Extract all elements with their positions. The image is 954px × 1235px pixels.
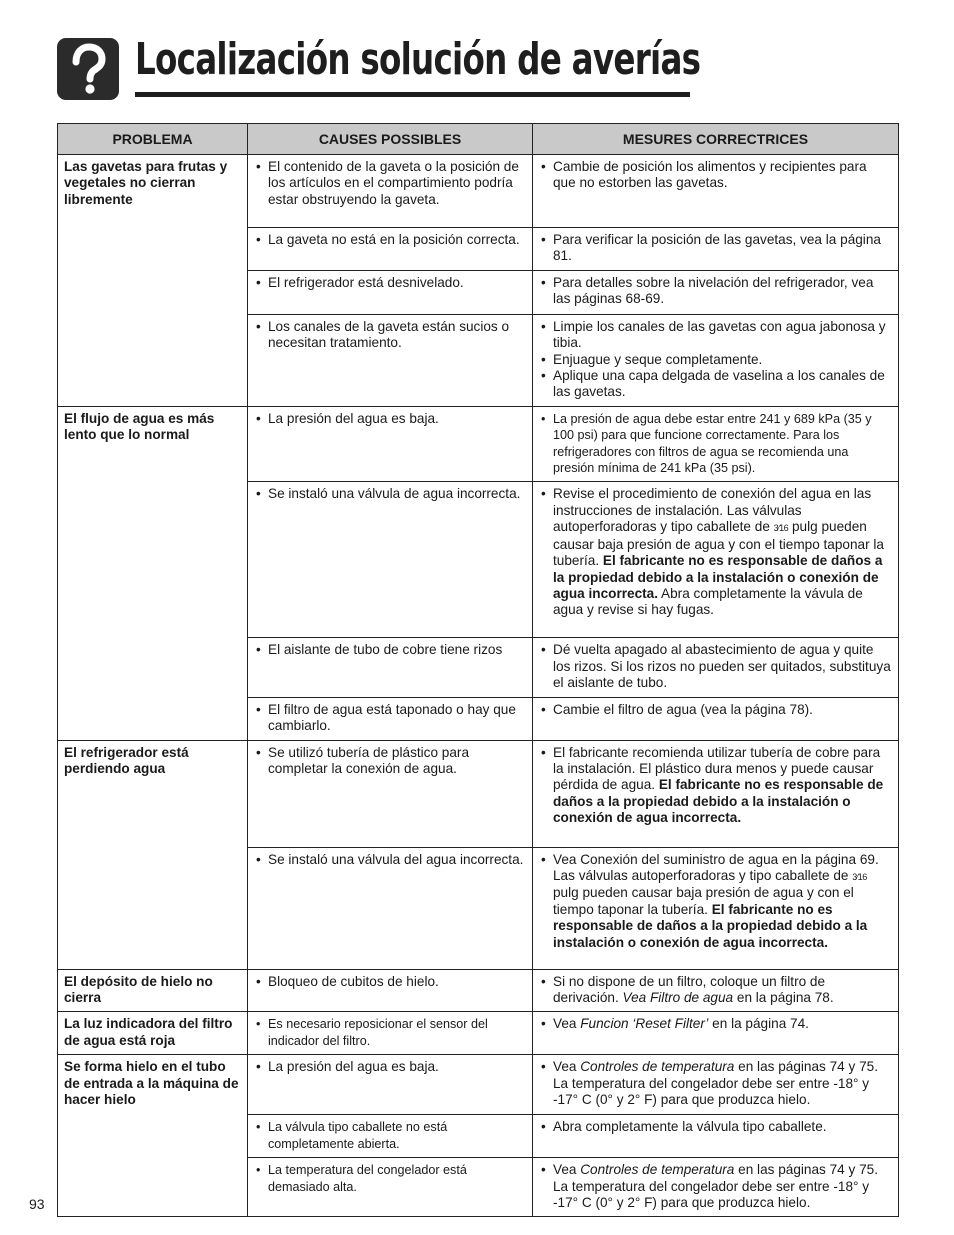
fix-text: Vea: [553, 1059, 581, 1075]
fix-item: • Enjuague y seque completamente.: [539, 352, 892, 368]
fix-cell: [533, 1012, 899, 1055]
problem-cell-continued: [58, 638, 248, 697]
fix-cell: [533, 847, 899, 969]
problem-cell: Se forma hielo en el tubo de entrada a la máquina de hacer hielo: [58, 1055, 248, 1115]
fix-item: • Cambie de posición los alimentos y recipientes para que no estorben las gavetas.: [539, 159, 892, 192]
cause-cell: [248, 638, 533, 697]
problem-cell-continued: [58, 482, 248, 638]
fix-text: Revise el procedimiento de conexión del agua en las instrucciones de instalación. Las válvulas autoperforadoras y tipo caballete de: [553, 486, 872, 535]
fix-cell: [533, 270, 899, 314]
fraction: 3⁄16: [852, 871, 867, 882]
fix-cell: [533, 1055, 899, 1115]
fix-reference: Controles de temperatura: [580, 1059, 735, 1075]
cause-cell: [248, 1158, 533, 1217]
troubleshooting-table: [57, 123, 899, 1217]
problem-cell: El depósito de hielo no cierra: [58, 969, 248, 1012]
column-header-cause: CAUSES POSSIBLES: [248, 124, 533, 155]
cause-item: • El contenido de la gaveta o la posición de los artículos en el compartimiento podría estar obstruyendo la gaveta.: [254, 159, 526, 208]
cause-item: • El aislante de tubo de cobre tiene rizos: [254, 642, 526, 658]
table-row: [58, 155, 899, 228]
cause-cell: [248, 1012, 533, 1055]
cause-item: • Es necesario reposicionar el sensor del indicador del filtro.: [254, 1016, 526, 1049]
table-row: [58, 638, 899, 697]
problem-cell-continued: [58, 314, 248, 406]
fix-text: en la página 74.: [708, 1016, 809, 1032]
fix-reference: Vea Filtro de agua: [622, 989, 734, 1005]
problem-cell: El refrigerador está perdiendo agua: [58, 740, 248, 847]
title-underline: [135, 92, 690, 97]
fix-cell: [533, 638, 899, 697]
problem-cell-continued: [58, 228, 248, 271]
cause-item: • El filtro de agua está taponado o hay que cambiarlo.: [254, 702, 526, 735]
fix-item: [539, 486, 892, 618]
table-row: [58, 1012, 899, 1055]
problem-cell-continued: [58, 847, 248, 969]
table-row: [58, 482, 899, 638]
fix-warning: El fabricante no es responsable de daños a la propiedad debido a la instalación o conexión de agua incorrecta.: [553, 777, 884, 826]
fix-reference: Funcion ‘Reset Filter’: [580, 1016, 709, 1032]
cause-cell: [248, 406, 533, 482]
fix-text: El fabricante recomienda utilizar tubería de cobre para la instalación. El plástico dura menos y puede causar pérdida de agua.: [553, 744, 881, 793]
fix-reference: Controles de temperatura: [580, 1162, 735, 1178]
problem-cell-continued: [58, 270, 248, 314]
table-row: [58, 1115, 899, 1158]
fix-cell: [533, 697, 899, 740]
fix-cell: [533, 155, 899, 228]
table-row: [58, 1055, 899, 1115]
fix-item: • Limpie los canales de las gavetas con agua jabonosa y tibia.: [539, 319, 892, 352]
fix-item: • Cambie el filtro de agua (vea la página 78).: [539, 702, 892, 718]
fix-cell: [533, 1158, 899, 1217]
cause-cell: [248, 270, 533, 314]
fix-item: [539, 745, 892, 827]
cause-cell: [248, 697, 533, 740]
fix-item: [539, 974, 892, 1007]
cause-cell: [248, 314, 533, 406]
cause-item: • La temperatura del congelador está demasiado alta.: [254, 1162, 526, 1195]
problem-cell: Las gavetas para frutas y vegetales no cierran libremente: [58, 155, 248, 228]
cause-item: • Los canales de la gaveta están sucios o necesitan tratamiento.: [254, 319, 526, 352]
table-row: [58, 847, 899, 969]
fix-cell: [533, 740, 899, 847]
fix-item: • Abra completamente la válvula tipo caballete.: [539, 1119, 892, 1135]
fix-item: [539, 852, 892, 951]
fix-cell: [533, 1115, 899, 1158]
cause-item: • Se utilizó tubería de plástico para completar la conexión de agua.: [254, 745, 526, 778]
table-row: [58, 697, 899, 740]
page-number: 93: [29, 1196, 45, 1212]
question-mark-icon: [57, 38, 119, 100]
problem-cell: El flujo de agua es más lento que lo normal: [58, 406, 248, 482]
fix-text: Vea Conexión del suministro de agua en la página 69. Las válvulas autoperforadoras y tipo caballete de: [553, 851, 879, 883]
fix-item: • Para detalles sobre la nivelación del refrigerador, vea las páginas 68-69.: [539, 275, 892, 308]
fraction: 3⁄16: [773, 523, 789, 534]
table-row: [58, 406, 899, 482]
fix-text: Abra completamente la vávula de agua y revise si hay fugas.: [553, 585, 863, 618]
cause-cell: [248, 969, 533, 1012]
fix-item: • Dé vuelta apagado al abastecimiento de agua y quite los rizos. Si los rizos no pueden ser quitados, substituya el aislante de tubo.: [539, 642, 892, 691]
cause-cell: [248, 155, 533, 228]
cause-item: • La gaveta no está en la posición correcta.: [254, 232, 526, 248]
fix-cell: [533, 228, 899, 271]
fix-text: en las páginas 74 y 75. La temperatura del congelador debe ser entre -18° y -17° C (0° y 2° F) para que produzca hielo.: [553, 1162, 878, 1210]
table-row: [58, 740, 899, 847]
problem-cell: La luz indicadora del filtro de agua está roja: [58, 1012, 248, 1055]
cause-cell: [248, 482, 533, 638]
cause-cell: [248, 847, 533, 969]
table-row: [58, 314, 899, 406]
cause-item: • La presión del agua es baja.: [254, 1059, 526, 1075]
cause-cell: [248, 740, 533, 847]
fix-item: • La presión de agua debe estar entre 241 y 689 kPa (35 y 100 psi) para que funcione correctamente. Para los refrigeradores con filtros de agua se recomienda una presión mínima de 241 kPa (35 psi).: [539, 411, 892, 477]
cause-cell: [248, 228, 533, 271]
cause-item: • Se instaló una válvula del agua incorrecta.: [254, 852, 526, 868]
cause-cell: [248, 1115, 533, 1158]
table-header-row: [58, 124, 899, 155]
cause-item: • Bloqueo de cubitos de hielo.: [254, 974, 526, 990]
cause-cell: [248, 1055, 533, 1115]
fix-text: en las páginas 74 y 75. La temperatura del congelador debe ser entre -18° y -17° C (0° y 2° F) para que produzca hielo.: [553, 1059, 878, 1108]
problem-cell-continued: [58, 1115, 248, 1158]
page-header: [57, 34, 701, 102]
table-row: [58, 270, 899, 314]
fix-text: Vea: [553, 1016, 581, 1032]
cause-item: • El refrigerador está desnivelado.: [254, 275, 526, 291]
fix-item: [539, 1059, 892, 1108]
fix-text: pulg pueden causar baja presión de agua y con el tiempo taponar la tubería.: [553, 885, 854, 917]
fix-text: Si no dispone de un filtro, coloque un filtro de derivación.: [553, 973, 826, 1005]
fix-item: • Para verificar la posición de las gavetas, vea la página 81.: [539, 232, 892, 265]
table-row: [58, 969, 899, 1012]
table-row: [58, 228, 899, 271]
fix-text: pulg pueden causar baja presión de agua y con el tiempo taponar la tubería.: [553, 519, 884, 569]
fix-item: [539, 1016, 892, 1032]
cause-item: • La presión del agua es baja.: [254, 411, 526, 427]
cause-item: • Se instaló una válvula de agua incorrecta.: [254, 486, 526, 502]
cause-item: • La válvula tipo caballete no está completamente abierta.: [254, 1119, 526, 1152]
fix-item: [539, 1162, 892, 1211]
problem-cell-continued: [58, 1158, 248, 1217]
fix-cell: [533, 482, 899, 638]
fix-text: en la página 78.: [733, 989, 834, 1005]
problem-cell-continued: [58, 697, 248, 740]
fix-cell: [533, 406, 899, 482]
table-row: [58, 1158, 899, 1217]
fix-warning: El fabricante no es responsable de daños a la propiedad debido a la instalación o conexión de agua incorrecta.: [553, 901, 868, 950]
fix-cell: [533, 969, 899, 1012]
page-title: Localización solución de averías: [135, 34, 701, 85]
fix-warning: El fabricante no es responsable de daños a la propiedad debido a la instalación o conexión de agua incorrecta.: [553, 553, 883, 601]
fix-text: Vea: [553, 1162, 581, 1178]
fix-item: • Aplique una capa delgada de vaselina a los canales de las gavetas.: [539, 368, 892, 401]
column-header-fix: MESURES CORRECTRICES: [533, 124, 899, 155]
column-header-problem: PROBLEMA: [58, 124, 248, 155]
fix-cell: [533, 314, 899, 406]
